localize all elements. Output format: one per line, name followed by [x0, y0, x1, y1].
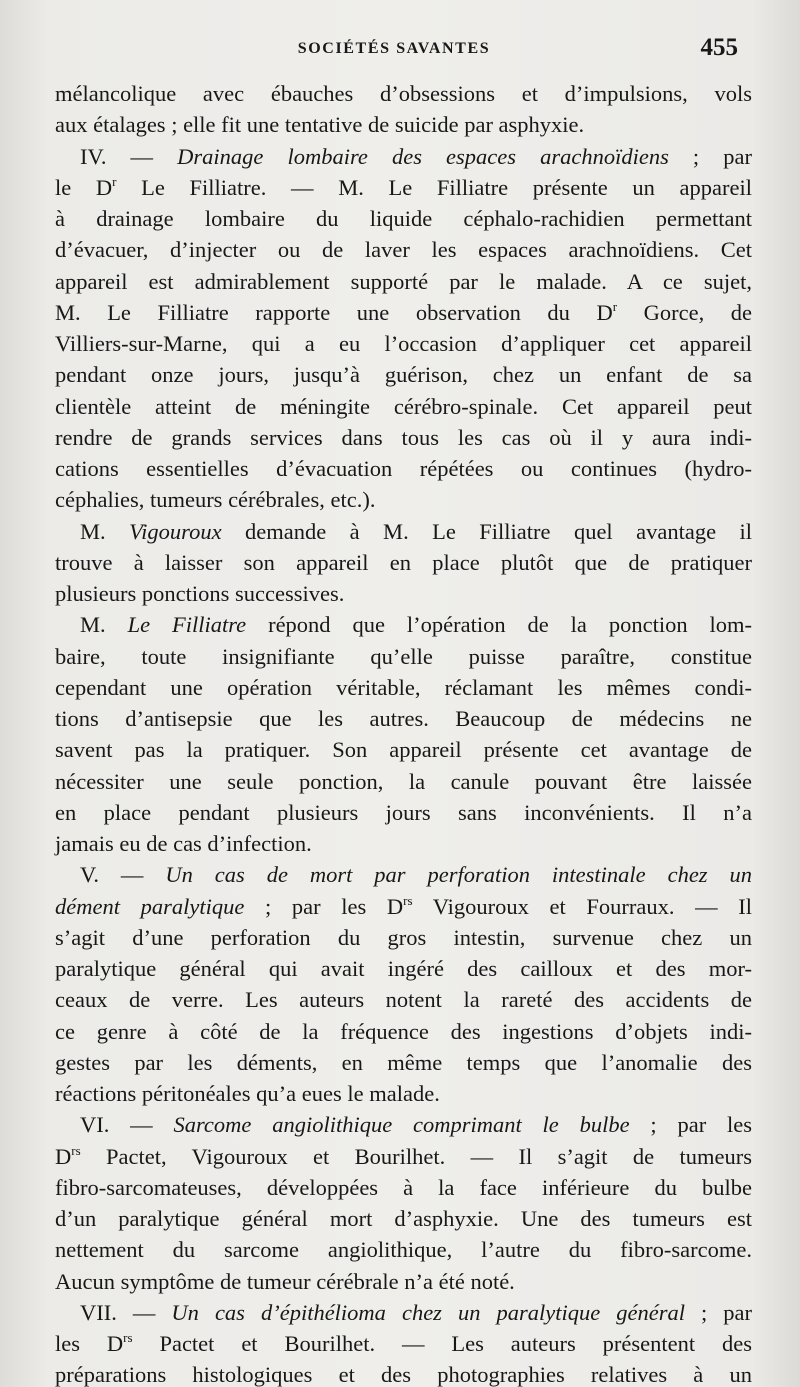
- superscript: rs: [403, 892, 413, 908]
- text-segment: cations essentielles d’évacuation répétées ou continues (hydro-: [55, 456, 752, 481]
- page-header: [50, 34, 738, 74]
- text-line: [55, 547, 752, 578]
- text-line: [55, 1016, 752, 1047]
- text-line: [55, 891, 752, 922]
- text-segment: jamais eu de cas d’infection.: [55, 831, 312, 856]
- text-line: [55, 922, 752, 953]
- text-segment: ceaux de verre. Les auteurs notent la rareté des accidents de: [55, 987, 752, 1013]
- text-line: [55, 203, 752, 234]
- text-line: [55, 1172, 752, 1203]
- text-segment: aux étalages ; elle fit une tentative de suicide par asphyxie.: [55, 112, 585, 138]
- page-number: 455: [700, 34, 738, 61]
- italic-text: Vigouroux: [129, 518, 222, 544]
- text-line: [55, 297, 752, 328]
- text-segment: réactions péritonéales qu’a eues le malade.: [55, 1081, 440, 1106]
- text-line: [55, 266, 752, 297]
- text-line: [55, 859, 752, 890]
- italic-text: dément paralytique: [55, 893, 245, 919]
- text-segment: Pactet, Vigouroux et Bourilhet. — Il s’agit de tumeurs: [80, 1143, 752, 1169]
- text-segment: répond que l’opération de la ponction lom-: [246, 612, 752, 638]
- superscript: r: [612, 298, 618, 314]
- text-segment: céphalies, tumeurs cérébrales, etc.).: [55, 487, 376, 513]
- body-text: [55, 78, 752, 1387]
- text-line: [55, 516, 752, 547]
- text-segment: M. Le Filliatre rapporte une observation du D: [55, 299, 613, 325]
- text-line: [55, 422, 752, 453]
- text-line: [55, 453, 752, 484]
- text-line: [55, 484, 752, 515]
- text-line: [55, 1234, 752, 1265]
- text-line: [55, 141, 752, 172]
- text-line: [55, 703, 752, 734]
- italic-text: Un cas d’épithélioma chez un paralytique général: [171, 1299, 685, 1325]
- text-line: [55, 1328, 752, 1359]
- text-segment: M.: [80, 612, 128, 638]
- text-segment: savent pas la pratiquer. Son appareil présente cet avantage de: [55, 737, 752, 763]
- text-segment: VI. —: [80, 1112, 174, 1138]
- text-line: [55, 1266, 752, 1297]
- text-line: [55, 78, 752, 109]
- text-segment: ; par les D: [244, 893, 404, 919]
- running-head: SOCIÉTÉS SAVANTES: [297, 40, 491, 57]
- text-line: [55, 359, 752, 390]
- text-line: [55, 766, 752, 797]
- text-segment: clientèle atteint de méningite cérébro-spinale. Cet appareil peut: [55, 393, 752, 419]
- text-line: [55, 734, 752, 765]
- text-segment: Aucun symptôme de tumeur cérébrale n’a été noté.: [55, 1268, 515, 1294]
- text-line: [55, 1203, 752, 1234]
- text-line: [55, 1297, 752, 1328]
- text-segment: ; par les: [629, 1112, 752, 1138]
- text-line: [55, 984, 752, 1015]
- text-segment: nécessiter une seule ponction, la canule pouvant être laissée: [55, 768, 752, 794]
- text-line: [55, 1078, 752, 1109]
- text-segment: s’agit d’une perforation du gros intestin, survenue chez un: [55, 924, 752, 950]
- text-segment: ; par: [684, 1299, 753, 1325]
- text-line: [55, 797, 752, 828]
- text-segment: mélancolique avec ébauches d’obsessions et d’impulsions, vols: [55, 81, 752, 106]
- text-segment: cependant une opération véritable, réclamant les mêmes condi-: [55, 674, 752, 700]
- text-segment: à drainage lombaire du liquide céphalo-rachidien permettant: [55, 206, 752, 231]
- text-segment: en place pendant plusieurs jours sans inconvénients. Il n’a: [55, 799, 752, 825]
- italic-text: Un cas de mort par perforation intestinale chez un: [165, 862, 752, 888]
- text-segment: baire, toute insignifiante qu’elle puisse paraître, constitue: [55, 643, 752, 669]
- text-segment: V. —: [80, 862, 166, 888]
- italic-text: Le Filliatre: [127, 612, 247, 638]
- text-segment: D: [55, 1143, 72, 1169]
- superscript: rs: [71, 1142, 81, 1158]
- text-segment: d’un paralytique général mort d’asphyxie. Une des tumeurs est: [55, 1206, 752, 1231]
- text-segment: VII. —: [80, 1299, 172, 1325]
- text-segment: paralytique général qui avait ingéré des cailloux et des mor-: [55, 956, 752, 981]
- text-segment: les D: [55, 1331, 124, 1356]
- text-segment: plusieurs ponctions successives.: [55, 581, 345, 606]
- text-line: [55, 172, 752, 203]
- text-line: [55, 1359, 752, 1387]
- text-segment: gestes par les déments, en même temps que l’anomalie des: [55, 1049, 752, 1075]
- text-line: [55, 609, 752, 640]
- text-segment: Le Filliatre. — M. Le Filliatre présente un appareil: [116, 174, 752, 200]
- italic-text: Drainage lombaire des espaces arachnoïdiens: [177, 143, 669, 169]
- text-segment: rendre de grands services dans tous les cas où il y aura indi-: [55, 424, 752, 450]
- text-segment: nettement du sarcome angiolithique, l’autre du fibro-sarcome.: [55, 1237, 752, 1263]
- text-segment: tions d’antisepsie que les autres. Beaucoup de médecins ne: [55, 706, 752, 731]
- italic-text: Sarcome angiolithique comprimant le bulbe: [173, 1112, 630, 1138]
- text-line: [55, 109, 752, 140]
- text-segment: préparations histologiques et des photographies relatives à un: [55, 1362, 752, 1387]
- text-line: [55, 391, 752, 422]
- text-line: [55, 1109, 752, 1140]
- text-segment: ; par: [668, 143, 752, 169]
- text-segment: IV. —: [80, 143, 178, 169]
- text-segment: pendant onze jours, jusqu’à guérison, chez un enfant de sa: [55, 362, 752, 388]
- text-segment: Pactet et Bourilhet. — Les auteurs présentent des: [132, 1331, 752, 1356]
- text-segment: Vigouroux et Fourraux. — Il: [412, 893, 752, 919]
- superscript: rs: [123, 1330, 133, 1345]
- text-segment: ce genre à côté de la fréquence des ingestions d’objets indi-: [55, 1018, 752, 1044]
- text-line: [55, 828, 752, 859]
- text-segment: Gorce, de: [617, 299, 752, 325]
- text-segment: M.: [80, 518, 130, 544]
- text-line: [55, 1047, 752, 1078]
- text-segment: le D: [55, 174, 113, 200]
- text-segment: appareil est admirablement supporté par le malade. A ce sujet,: [55, 268, 752, 294]
- text-segment: fibro-sarcomateuses, développées à la face inférieure du bulbe: [55, 1174, 752, 1200]
- text-line: [55, 672, 752, 703]
- superscript: r: [112, 173, 117, 189]
- text-segment: trouve à laisser son appareil en place plutôt que de pratiquer: [55, 549, 752, 575]
- text-line: [55, 953, 752, 984]
- text-line: [55, 328, 752, 359]
- text-line: [55, 1141, 752, 1172]
- text-line: [55, 641, 752, 672]
- text-line: [55, 234, 752, 265]
- text-line: [55, 578, 752, 609]
- text-segment: demande à M. Le Filliatre quel avantage il: [221, 518, 753, 544]
- text-segment: Villiers-sur-Marne, qui a eu l’occasion d’appliquer cet appareil: [55, 331, 752, 356]
- text-segment: d’évacuer, d’injecter ou de laver les espaces arachnoïdiens. Cet: [55, 237, 752, 263]
